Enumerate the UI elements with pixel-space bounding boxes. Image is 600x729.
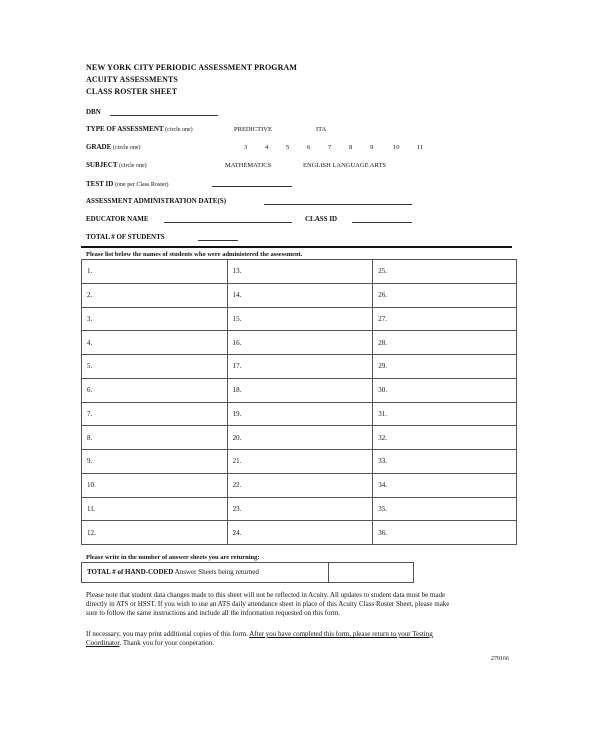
admin-date-field[interactable] xyxy=(264,204,412,205)
roster-cell[interactable]: 35. xyxy=(373,497,517,521)
section-divider xyxy=(81,246,512,248)
dbn-label: DBN xyxy=(86,108,101,116)
note-line-3: sure to follow the same instructions and include all the information requested on this form. xyxy=(86,609,341,617)
admin-date-label: ASSESSMENT ADMINISTRATION DATE(S) xyxy=(86,197,227,205)
roster-cell[interactable]: 28. xyxy=(373,331,517,355)
dbn-field[interactable] xyxy=(110,115,218,116)
roster-cell[interactable]: 16. xyxy=(227,331,373,355)
table-row xyxy=(82,331,517,355)
instruction-line-2: Coordinator. Thank you for your cooperation. xyxy=(86,639,214,647)
table-row xyxy=(82,521,517,545)
test-id-label: TEST ID (one per Class Roster) xyxy=(86,180,169,188)
roster-cell[interactable]: 19. xyxy=(227,402,373,426)
note-line-2: directly in ATS or HSST. If you wish to use an ATS daily attendance sheet in place of this Acuity Class Roster Sheet, please make xyxy=(86,600,450,608)
answer-sheets-instruction: Please write in the number of answer sheets you are returning: xyxy=(86,554,260,561)
grade-option-10[interactable]: 10 xyxy=(393,144,400,151)
educator-label: EDUCATOR NAME xyxy=(86,215,149,223)
grade-option-11[interactable]: 11 xyxy=(417,144,424,151)
total-students-label: TOTAL # OF STUDENTS xyxy=(86,233,165,241)
roster-cell[interactable]: 18. xyxy=(227,378,373,402)
form-sheet-name: CLASS ROSTER SHEET xyxy=(86,87,178,96)
total-students-field[interactable] xyxy=(198,240,238,241)
roster-cell[interactable]: 27. xyxy=(373,307,517,331)
roster-cell[interactable]: 21. xyxy=(227,450,373,474)
table-row xyxy=(82,426,517,450)
roster-cell[interactable]: 34. xyxy=(373,473,517,497)
educator-field[interactable] xyxy=(164,222,292,223)
type-option-predictive[interactable]: PREDICTIVE xyxy=(234,126,272,133)
subject-option-ela[interactable]: ENGLISH LANGUAGE ARTS xyxy=(303,162,387,169)
subject-option-math[interactable]: MATHEMATICS xyxy=(225,162,272,169)
table-row xyxy=(82,378,517,402)
grade-option-7[interactable]: 7 xyxy=(328,144,332,151)
roster-cell[interactable]: 6. xyxy=(82,378,228,402)
form-title: NEW YORK CITY PERIODIC ASSESSMENT PROGRAM xyxy=(86,63,298,72)
roster-cell[interactable]: 15. xyxy=(227,307,373,331)
roster-cell[interactable]: 30. xyxy=(373,378,517,402)
roster-cell[interactable]: 33. xyxy=(373,450,517,474)
instruction-line-1: If necessary, you may print additional copies of this form. After you have completed this form, please return to your Testing xyxy=(86,630,433,638)
form-code: 270166 xyxy=(491,656,509,662)
roster-cell[interactable]: 3. xyxy=(82,307,228,331)
roster-cell[interactable]: 14. xyxy=(227,283,373,307)
grade-option-4[interactable]: 4 xyxy=(265,144,269,151)
grade-label: GRADE (circle one) xyxy=(86,143,141,151)
form-subtitle: ACUITY ASSESSMENTS xyxy=(86,75,178,84)
roster-cell[interactable]: 31. xyxy=(373,402,517,426)
note-line-1: Please note that student data changes made to this sheet will not be reflected in Acuity. All updates to student data must be made xyxy=(86,591,446,599)
grade-option-6[interactable]: 6 xyxy=(307,144,311,151)
roster-cell[interactable]: 23. xyxy=(227,497,373,521)
table-row xyxy=(82,260,517,284)
roster-cell[interactable]: 24. xyxy=(227,521,373,545)
roster-cell[interactable]: 25. xyxy=(373,260,517,284)
roster-cell[interactable]: 12. xyxy=(82,521,228,545)
roster-cell[interactable]: 32. xyxy=(373,426,517,450)
roster-cell[interactable]: 26. xyxy=(373,283,517,307)
table-row xyxy=(82,283,517,307)
roster-instruction: Please list below the names of students who were administered the assessment. xyxy=(86,251,303,258)
roster-cell[interactable]: 36. xyxy=(373,521,517,545)
roster-cell[interactable]: 1. xyxy=(82,260,228,284)
instruction-paragraph xyxy=(86,630,433,648)
grade-option-5[interactable]: 5 xyxy=(286,144,290,151)
class-id-field[interactable] xyxy=(352,222,412,223)
roster-cell[interactable]: 7. xyxy=(82,402,228,426)
table-row xyxy=(82,497,517,521)
roster-cell[interactable]: 5. xyxy=(82,355,228,379)
answer-sheets-divider xyxy=(328,563,329,582)
table-row xyxy=(82,450,517,474)
grade-option-8[interactable]: 8 xyxy=(349,144,353,151)
table-row xyxy=(82,307,517,331)
subject-label: SUBJECT (circle one) xyxy=(86,161,147,169)
table-row xyxy=(82,473,517,497)
roster-cell[interactable]: 22. xyxy=(227,473,373,497)
answer-sheets-box xyxy=(81,562,414,583)
answer-sheets-count-field[interactable] xyxy=(330,564,412,581)
roster-cell[interactable]: 4. xyxy=(82,331,228,355)
roster-cell[interactable]: 20. xyxy=(227,426,373,450)
roster-table xyxy=(81,259,517,545)
roster-cell[interactable]: 13. xyxy=(227,260,373,284)
class-id-label: CLASS ID xyxy=(305,215,338,223)
table-row xyxy=(82,402,517,426)
grade-option-9[interactable]: 9 xyxy=(370,144,374,151)
table-row xyxy=(82,355,517,379)
roster-cell[interactable]: 9. xyxy=(82,450,228,474)
grade-option-3[interactable]: 3 xyxy=(244,144,248,151)
test-id-field[interactable] xyxy=(212,186,292,187)
answer-sheets-label: TOTAL # of HAND-CODED Answer Sheets being returned xyxy=(87,568,259,576)
roster-cell[interactable]: 2. xyxy=(82,283,228,307)
roster-cell[interactable]: 11. xyxy=(82,497,228,521)
type-option-ita[interactable]: ITA xyxy=(316,126,327,133)
type-label: TYPE OF ASSESSMENT (circle one) xyxy=(86,125,193,133)
roster-cell[interactable]: 17. xyxy=(227,355,373,379)
roster-cell[interactable]: 29. xyxy=(373,355,517,379)
note-paragraph xyxy=(86,591,449,618)
roster-cell[interactable]: 8. xyxy=(82,426,228,450)
roster-cell[interactable]: 10. xyxy=(82,473,228,497)
